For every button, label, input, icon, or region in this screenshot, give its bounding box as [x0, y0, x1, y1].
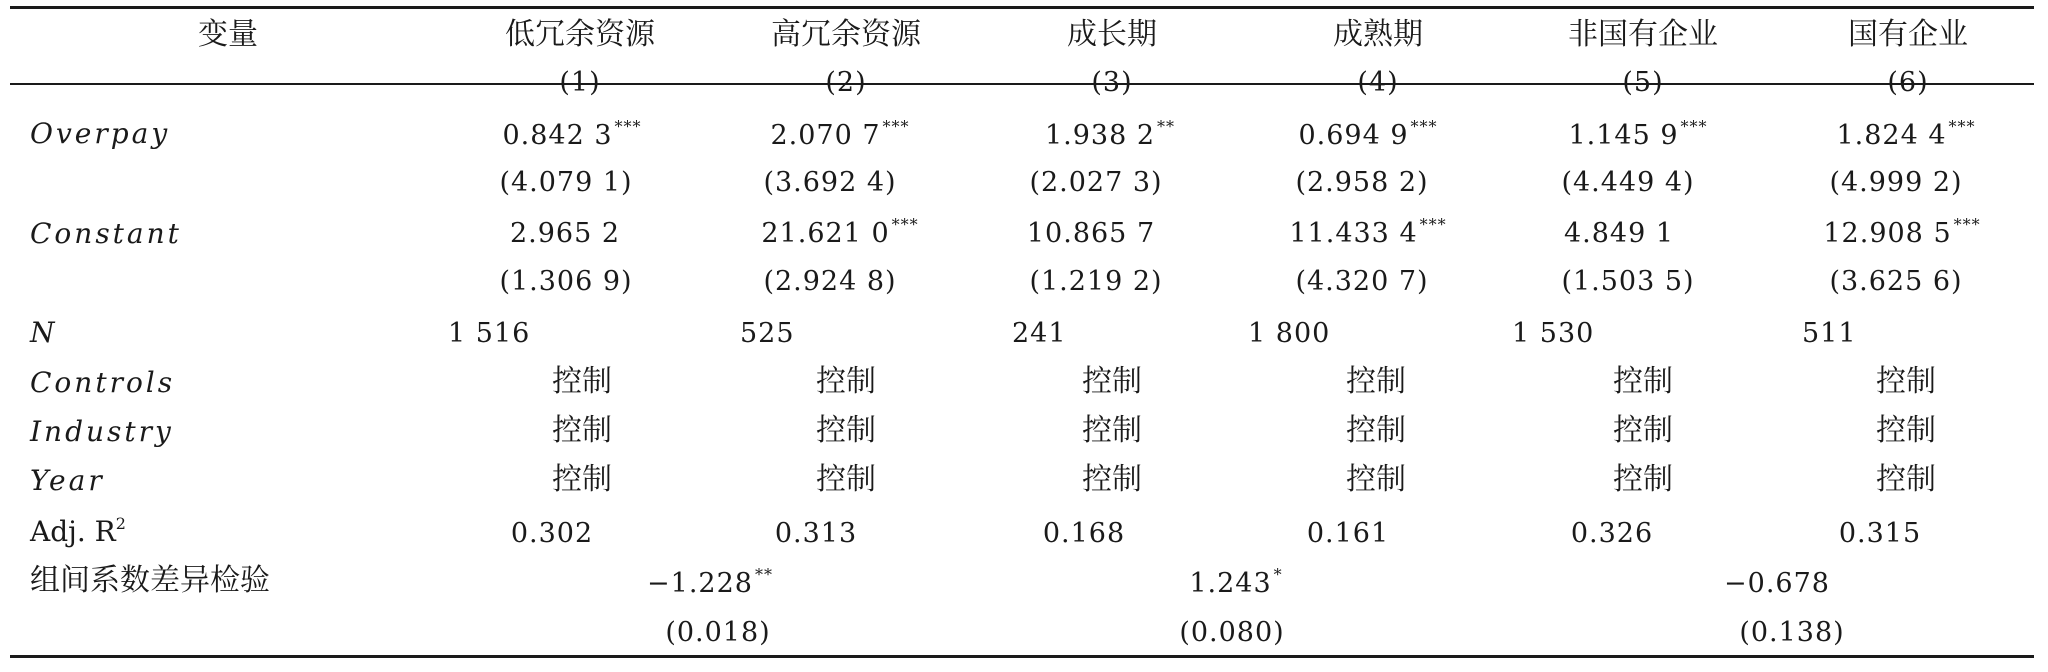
header-group-1: 低冗余资源 [505, 17, 655, 52]
significance-stars: *** [1410, 117, 1438, 136]
significance-stars: ** [754, 565, 773, 584]
controls-value-4: 控制 [1346, 364, 1406, 399]
diff-p-3: (0.138) [1739, 617, 1845, 648]
controls-value-2: 控制 [816, 364, 876, 399]
overpay-t-6: (4.999 2) [1829, 167, 1963, 198]
header-group-3: 成长期 [1067, 17, 1157, 52]
overpay-coef-3: 1.938 2 ** [1044, 117, 1176, 151]
header-variable: 变量 [198, 17, 258, 52]
row-label-n: N [30, 316, 58, 349]
adjr2-value-4: 0.161 [1306, 518, 1390, 549]
diff-value-1: −1.228 ** [647, 565, 773, 599]
controls-value-3: 控制 [1082, 364, 1142, 399]
year-value-4: 控制 [1346, 462, 1406, 497]
constant-t-3: (1.219 2) [1029, 266, 1163, 297]
constant-coef-1: 2.965 2 [509, 218, 621, 249]
significance-stars: *** [891, 215, 919, 234]
significance-stars: * [1273, 565, 1283, 584]
constant-t-4: (4.320 7) [1295, 266, 1429, 297]
adjr2-value-1: 0.302 [510, 518, 594, 549]
adjr2-value-3: 0.168 [1042, 518, 1126, 549]
col-num-5: (5) [1622, 67, 1664, 98]
row-label-industry: Industry [30, 415, 174, 448]
constant-t-2: (2.924 8) [763, 266, 897, 297]
adjr2-value-5: 0.326 [1570, 518, 1654, 549]
industry-value-5: 控制 [1613, 413, 1673, 448]
n-value-3: 241 [1012, 318, 1067, 349]
significance-stars: ** [1157, 117, 1176, 136]
n-value-2: 525 [740, 318, 795, 349]
industry-value-4: 控制 [1346, 413, 1406, 448]
year-value-2: 控制 [816, 462, 876, 497]
row-label-constant: Constant [30, 217, 182, 250]
constant-coef-5: 4.849 1 [1563, 218, 1675, 249]
industry-value-3: 控制 [1082, 413, 1142, 448]
row-label-adj-r2: Adj. $R^2$ [30, 514, 126, 548]
col-num-4: (4) [1357, 67, 1399, 98]
superscript-2: 2 [115, 514, 126, 533]
constant-coef-6: 12.908 5 *** [1823, 215, 1981, 249]
overpay-coef-5: 1.145 9 *** [1568, 117, 1708, 151]
overpay-t-1: (4.079 1) [499, 167, 633, 198]
diff-p-2: (0.080) [1179, 617, 1285, 648]
year-value-6: 控制 [1876, 462, 1936, 497]
overpay-t-3: (2.027 3) [1029, 167, 1163, 198]
constant-t-1: (1.306 9) [499, 266, 633, 297]
year-value-3: 控制 [1082, 462, 1142, 497]
controls-value-6: 控制 [1876, 364, 1936, 399]
row-label-diff-test: 组间系数差异检验 [30, 563, 270, 598]
bottom-rule [10, 655, 2034, 658]
adjr2-value-2: 0.313 [774, 518, 858, 549]
constant-coef-4: 11.433 4 *** [1289, 215, 1447, 249]
constant-coef-2: 21.621 0 *** [761, 215, 919, 249]
diff-p-1: (0.018) [665, 617, 771, 648]
overpay-t-5: (4.449 4) [1561, 167, 1695, 198]
top-rule [10, 6, 2034, 9]
significance-stars: *** [1948, 117, 1976, 136]
significance-stars: *** [882, 117, 910, 136]
constant-t-6: (3.625 6) [1829, 266, 1963, 297]
year-value-5: 控制 [1613, 462, 1673, 497]
row-label-overpay: Overpay [30, 117, 171, 150]
header-group-2: 高冗余资源 [771, 17, 921, 52]
adjr2-value-6: 0.315 [1838, 518, 1922, 549]
industry-value-2: 控制 [816, 413, 876, 448]
n-value-4: 1 800 [1248, 318, 1331, 349]
overpay-coef-4: 0.694 9 *** [1298, 117, 1438, 151]
significance-stars: *** [1419, 215, 1447, 234]
overpay-coef-2: 2.070 7 *** [770, 117, 910, 151]
n-value-6: 511 [1802, 318, 1857, 349]
overpay-t-4: (2.958 2) [1295, 167, 1429, 198]
constant-t-5: (1.503 5) [1561, 266, 1695, 297]
col-num-3: (3) [1091, 67, 1133, 98]
col-num-1: (1) [559, 67, 601, 98]
n-value-1: 1 516 [448, 318, 531, 349]
significance-stars: *** [614, 117, 642, 136]
header-group-4: 成熟期 [1333, 17, 1423, 52]
diff-value-2: 1.243 * [1189, 565, 1283, 599]
header-group-6: 国有企业 [1848, 17, 1968, 52]
overpay-t-2: (3.692 4) [763, 167, 897, 198]
overpay-coef-6: 1.824 4 *** [1836, 117, 1976, 151]
col-num-6: (6) [1887, 67, 1929, 98]
header-group-5: 非国有企业 [1568, 17, 1718, 52]
industry-value-6: 控制 [1876, 413, 1936, 448]
overpay-coef-1: 0.842 3 *** [502, 117, 642, 151]
n-value-5: 1 530 [1512, 318, 1595, 349]
diff-value-3: −0.678 [1724, 568, 1830, 599]
significance-stars: *** [1953, 215, 1981, 234]
col-num-2: (2) [825, 67, 867, 98]
controls-value-5: 控制 [1613, 364, 1673, 399]
header-rule [10, 83, 2034, 85]
controls-value-1: 控制 [552, 364, 612, 399]
constant-coef-3: 10.865 7 [1026, 218, 1156, 249]
industry-value-1: 控制 [552, 413, 612, 448]
significance-stars: *** [1680, 117, 1708, 136]
year-value-1: 控制 [552, 462, 612, 497]
row-label-controls: Controls [30, 366, 176, 399]
row-label-year: Year [30, 464, 105, 497]
